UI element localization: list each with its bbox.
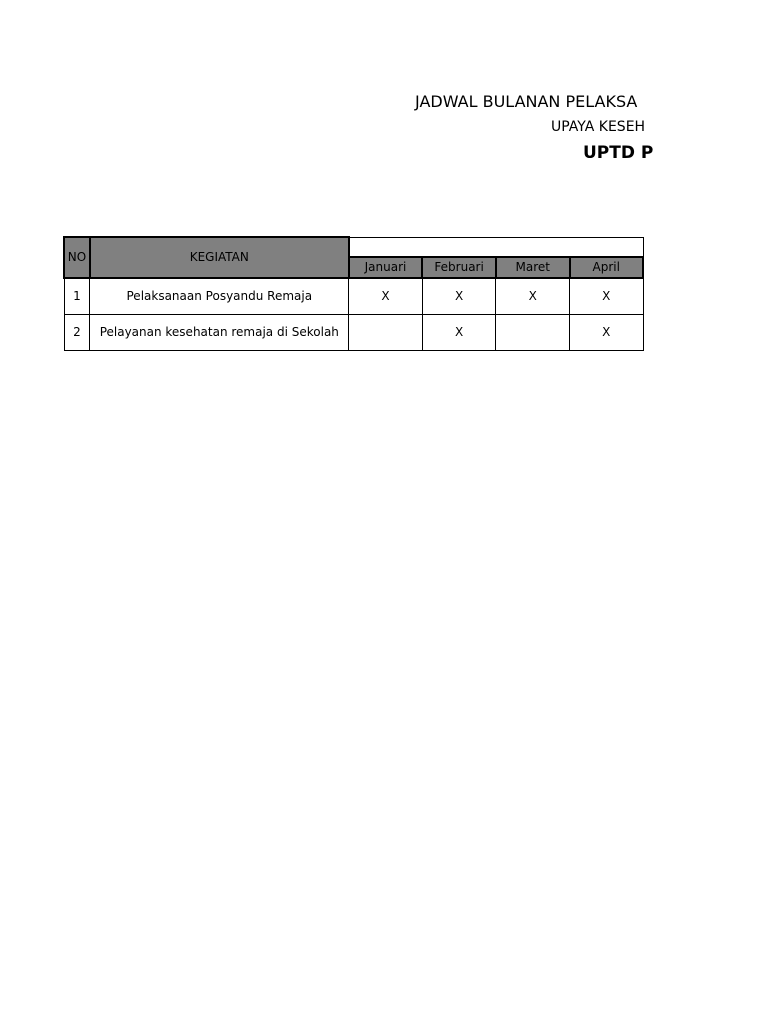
table-row	[64, 314, 643, 350]
document-title: JADWAL BULANAN PELAKSA	[415, 92, 638, 111]
row-mark: X	[422, 314, 496, 350]
row-mark: X	[496, 278, 570, 315]
header-month-maret: Maret	[496, 257, 570, 278]
row-number: 1	[64, 278, 90, 315]
row-mark: X	[570, 314, 644, 350]
row-mark: X	[570, 278, 644, 315]
row-mark	[496, 314, 570, 350]
row-mark	[349, 314, 423, 350]
row-number: 2	[64, 314, 90, 350]
header-kegiatan: KEGIATAN	[90, 237, 349, 278]
document-subtitle: UPAYA KESEH	[551, 119, 646, 135]
schedule-table	[63, 236, 644, 351]
header-month-januari: Januari	[349, 257, 423, 278]
header-month-group	[349, 237, 643, 257]
header-month-april: April	[570, 257, 644, 278]
header-month-februari: Februari	[422, 257, 496, 278]
row-activity: Pelayanan kesehatan remaja di Sekolah	[90, 314, 349, 350]
organization-name: UPTD P	[583, 143, 654, 163]
row-activity: Pelaksanaan Posyandu Remaja	[90, 278, 349, 315]
table-row	[64, 278, 643, 315]
row-mark: X	[349, 278, 423, 315]
row-mark: X	[422, 278, 496, 315]
header-no: NO	[64, 237, 90, 278]
